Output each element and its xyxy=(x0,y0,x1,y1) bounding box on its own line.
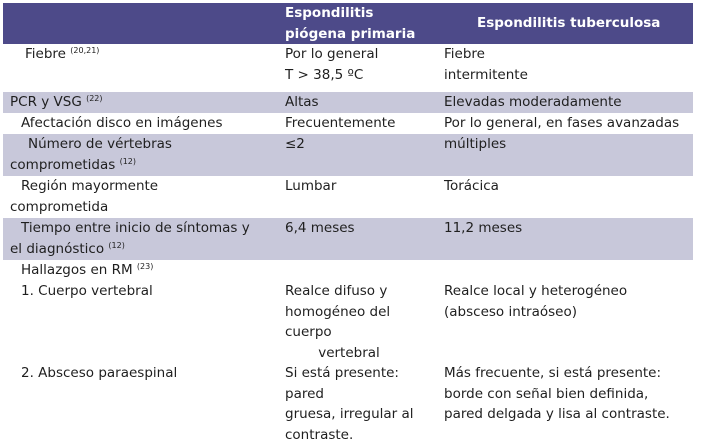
row-value-tuberculosa xyxy=(435,260,693,281)
row-value-tuberculosa: múltiples xyxy=(435,134,693,176)
row-label: Número de vértebras comprometidas $^{(12)}$ xyxy=(3,134,255,176)
table-row xyxy=(3,113,693,134)
row-value-piogena: 6,4 meses xyxy=(255,218,435,260)
table-row xyxy=(3,363,693,445)
row-label: Región mayormente comprometida xyxy=(3,176,255,218)
table-row xyxy=(3,281,693,363)
row-label: Afectación disco en imágenes xyxy=(3,113,255,134)
header-piogena: Espondilitis piógena primaria xyxy=(255,3,435,44)
comparison-table-container xyxy=(3,3,693,443)
table-header-row xyxy=(3,3,693,44)
row-value-piogena: Altas xyxy=(255,92,435,113)
row-value-piogena: Lumbar xyxy=(255,176,435,218)
row-value-tuberculosa: Más frecuente, si está presente: borde con señal bien definida, pared delgada y lisa al contraste. xyxy=(435,363,693,445)
table-row xyxy=(3,134,693,176)
row-value-piogena: ≤2 xyxy=(255,134,435,176)
row-value-piogena: Si está presente: pared gruesa, irregular al contraste. xyxy=(255,363,435,445)
row-label: Hallazgos en RM $^{(23)}$ xyxy=(3,260,255,281)
row-value-tuberculosa: Torácica xyxy=(435,176,693,218)
row-value-tuberculosa: Por lo general, en fases avanzadas xyxy=(435,113,693,134)
row-value-tuberculosa: Elevadas moderadamente xyxy=(435,92,693,113)
row-label: 1. Cuerpo vertebral xyxy=(3,281,255,363)
comparison-table xyxy=(3,3,693,445)
row-value-piogena: Realce difuso y homogéneo del cuerpo vertebral xyxy=(255,281,435,363)
table-row xyxy=(3,44,693,92)
row-label: PCR y VSG $^{(22)}$ xyxy=(3,92,255,113)
row-value-piogena xyxy=(255,260,435,281)
row-label: Tiempo entre inicio de síntomas y el diagnóstico $^{(12)}$ xyxy=(3,218,255,260)
table-row xyxy=(3,260,693,281)
header-tuberculosa: Espondilitis tuberculosa xyxy=(435,3,693,44)
row-label: Fiebre $^{(20,21)}$ xyxy=(3,44,255,92)
row-value-piogena: Por lo general T > 38,5 ºC xyxy=(255,44,435,92)
row-value-tuberculosa: Fiebre intermitente xyxy=(435,44,693,92)
row-value-piogena: Frecuentemente xyxy=(255,113,435,134)
header-empty xyxy=(3,3,255,44)
row-value-tuberculosa: Realce local y heterogéneo (absceso intraóseo) xyxy=(435,281,693,363)
table-row xyxy=(3,218,693,260)
table-row xyxy=(3,92,693,113)
row-label: 2. Absceso paraespinal xyxy=(3,363,255,445)
row-value-tuberculosa: 11,2 meses xyxy=(435,218,693,260)
table-row xyxy=(3,176,693,218)
